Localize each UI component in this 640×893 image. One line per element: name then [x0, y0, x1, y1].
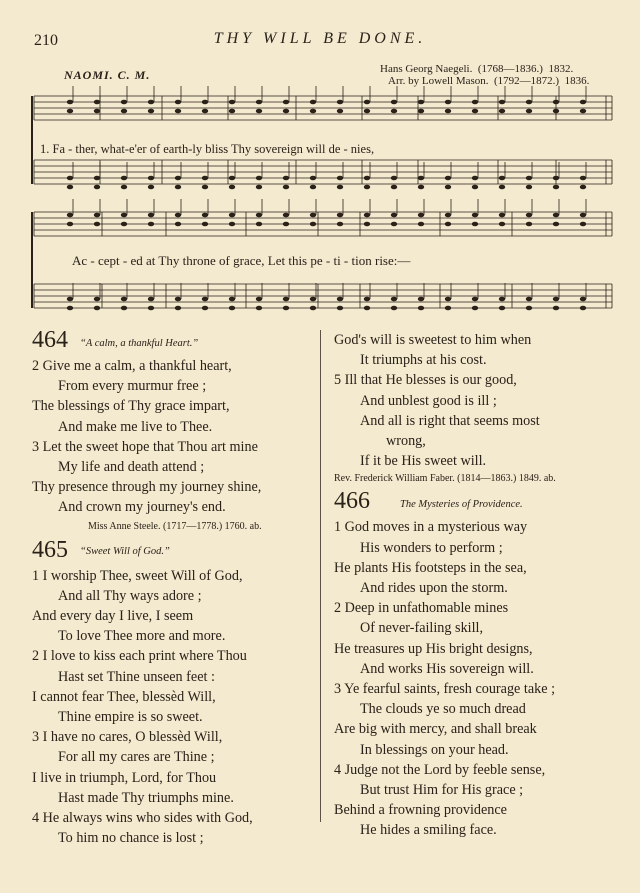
- hymn-464-verses: [32, 356, 320, 518]
- note-head: [202, 306, 208, 311]
- note-head: [94, 176, 100, 181]
- verse-line: From every murmur free ;: [58, 378, 207, 395]
- note-head: [553, 306, 559, 311]
- note-head: [202, 109, 208, 114]
- note-head: [283, 185, 289, 190]
- note-head: [391, 213, 397, 218]
- note-head: [310, 306, 316, 311]
- note-head: [283, 109, 289, 114]
- verse-line: 2 I love to kiss each print where Thou: [32, 648, 247, 665]
- note-head: [364, 213, 370, 218]
- note-head: [445, 100, 451, 105]
- verse-line: Of never-failing skill,: [360, 620, 484, 637]
- note-head: [472, 306, 478, 311]
- note-head: [472, 100, 478, 105]
- note-head: [94, 185, 100, 190]
- note-head: [148, 306, 154, 311]
- note-head: [175, 109, 181, 114]
- note-head: [580, 306, 586, 311]
- note-head: [472, 109, 478, 114]
- note-head: [553, 213, 559, 218]
- verse-line: Thy presence through my journey shine,: [32, 479, 262, 496]
- note-head: [337, 222, 343, 227]
- note-head: [310, 100, 316, 105]
- note-head: [283, 213, 289, 218]
- hymn-title: “A calm, a thankful Heart.”: [80, 338, 199, 349]
- verse-line: 4 He always wins who sides with God,: [32, 810, 253, 827]
- note-head: [472, 213, 478, 218]
- note-head: [364, 185, 370, 190]
- note-head: [337, 297, 343, 302]
- note-head: [121, 109, 127, 114]
- note-head: [526, 297, 532, 302]
- right-column: [334, 330, 624, 841]
- verse-line: And all Thy ways adore ;: [58, 587, 202, 604]
- note-head: [229, 185, 235, 190]
- note-head: [418, 213, 424, 218]
- verse-line: I live in triumph, Lord, for Thou: [32, 769, 217, 786]
- hymn-465-header: [32, 536, 320, 566]
- note-head: [391, 222, 397, 227]
- note-head: [553, 222, 559, 227]
- note-head: [256, 222, 262, 227]
- note-head: [283, 176, 289, 181]
- note-head: [256, 109, 262, 114]
- note-head: [472, 176, 478, 181]
- composer-name: Hans Georg Naegeli.: [380, 63, 473, 75]
- note-head: [121, 176, 127, 181]
- note-head: [526, 213, 532, 218]
- note-head: [283, 297, 289, 302]
- note-head: [256, 213, 262, 218]
- note-head: [175, 213, 181, 218]
- note-head: [526, 109, 532, 114]
- note-head: [418, 306, 424, 311]
- note-head: [472, 222, 478, 227]
- note-head: [472, 185, 478, 190]
- note-head: [499, 100, 505, 105]
- note-head: [553, 297, 559, 302]
- note-head: [580, 185, 586, 190]
- page-number: 210: [34, 32, 58, 49]
- note-head: [553, 185, 559, 190]
- verse-line: He hides a smiling face.: [360, 822, 497, 839]
- note-head: [148, 176, 154, 181]
- note-head: [283, 100, 289, 105]
- column-divider: [320, 330, 321, 822]
- note-head: [445, 306, 451, 311]
- verse-line: Hast made Thy triumphs mine.: [58, 789, 234, 806]
- verse-line: wrong,: [386, 433, 426, 450]
- note-head: [148, 213, 154, 218]
- note-head: [364, 100, 370, 105]
- note-head: [445, 176, 451, 181]
- verse-line: The blessings of Thy grace impart,: [32, 398, 230, 415]
- verse-line: My life and death attend ;: [58, 459, 205, 476]
- note-head: [445, 297, 451, 302]
- note-head: [229, 213, 235, 218]
- note-head: [418, 222, 424, 227]
- note-head: [175, 297, 181, 302]
- note-head: [94, 213, 100, 218]
- hymn-title: “Sweet Will of God.”: [80, 545, 170, 557]
- note-head: [580, 297, 586, 302]
- verse-line: And make me live to Thee.: [58, 418, 213, 435]
- verse-line: 2 Give me a calm, a thankful heart,: [32, 358, 232, 374]
- note-head: [256, 176, 262, 181]
- tune-name: NAOMI. C. M.: [64, 68, 151, 82]
- hymn-466-header: [334, 488, 624, 517]
- verse-line: And works His sovereign will.: [360, 660, 534, 677]
- note-head: [391, 109, 397, 114]
- note-head: [202, 100, 208, 105]
- verse-line: To love Thee more and more.: [58, 628, 226, 645]
- note-head: [526, 222, 532, 227]
- note-head: [148, 109, 154, 114]
- note-head: [418, 185, 424, 190]
- verse-line: And every day I live, I seem: [32, 608, 194, 625]
- note-head: [310, 185, 316, 190]
- note-head: [499, 185, 505, 190]
- note-head: [121, 306, 127, 311]
- note-head: [256, 297, 262, 302]
- note-head: [580, 213, 586, 218]
- verse-line: Behind a frowning providence: [334, 802, 507, 819]
- note-head: [499, 213, 505, 218]
- note-head: [229, 306, 235, 311]
- composer-dates: (1768—1836.): [477, 63, 543, 75]
- note-head: [499, 222, 505, 227]
- note-head: [364, 176, 370, 181]
- note-head: [283, 222, 289, 227]
- verse-line: And rides upon the storm.: [360, 580, 508, 597]
- note-head: [445, 109, 451, 114]
- note-head: [175, 222, 181, 227]
- note-head: [445, 222, 451, 227]
- note-head: [67, 109, 73, 114]
- note-head: [391, 306, 397, 311]
- note-head: [580, 109, 586, 114]
- note-head: [526, 176, 532, 181]
- note-head: [553, 176, 559, 181]
- note-head: [310, 213, 316, 218]
- note-head: [67, 185, 73, 190]
- note-head: [202, 185, 208, 190]
- note-head: [310, 176, 316, 181]
- note-head: [148, 297, 154, 302]
- note-head: [499, 176, 505, 181]
- hymn-title: The Mysteries of Providence.: [400, 499, 523, 511]
- hymn-466-verses: [334, 517, 624, 840]
- note-head: [391, 176, 397, 181]
- note-head: [310, 297, 316, 302]
- note-head: [337, 176, 343, 181]
- verse-line: In blessings on your head.: [360, 741, 509, 758]
- verse-line: And crown my journey's end.: [58, 499, 226, 516]
- note-head: [580, 100, 586, 105]
- hymn-465-verses: [32, 566, 320, 849]
- verse-line: And unblest good is ill ;: [360, 392, 497, 409]
- verse-line: Hast set Thine unseen feet :: [58, 668, 215, 685]
- verse-line: 3 Let the sweet hope that Thou art mine: [32, 438, 258, 455]
- note-head: [67, 297, 73, 302]
- note-head: [94, 100, 100, 105]
- note-head: [94, 222, 100, 227]
- note-head: [526, 185, 532, 190]
- note-head: [553, 109, 559, 114]
- note-head: [337, 185, 343, 190]
- note-head: [283, 306, 289, 311]
- verse-line: 3 I have no cares, O blessèd Will,: [32, 729, 223, 746]
- hymn-number: 465: [32, 536, 68, 563]
- note-head: [418, 100, 424, 105]
- note-head: [499, 306, 505, 311]
- note-head: [499, 109, 505, 114]
- note-head: [148, 100, 154, 105]
- hymn-number: 466: [334, 488, 370, 515]
- note-head: [229, 222, 235, 227]
- note-head: [391, 297, 397, 302]
- note-head: [337, 109, 343, 114]
- note-head: [580, 222, 586, 227]
- note-head: [364, 306, 370, 311]
- note-head: [202, 213, 208, 218]
- note-head: [229, 176, 235, 181]
- verse-line: It triumphs at his cost.: [360, 352, 487, 369]
- hymn-465-author: Rev. Frederick William Faber. (1814—1863.) 1849. ab.: [334, 473, 556, 485]
- note-head: [67, 176, 73, 181]
- note-head: [337, 213, 343, 218]
- note-head: [472, 297, 478, 302]
- note-head: [364, 297, 370, 302]
- hymn-464-author: Miss Anne Steele. (1717—1778.) 1760. ab.: [88, 520, 262, 532]
- note-head: [175, 185, 181, 190]
- note-head: [391, 185, 397, 190]
- note-head: [418, 109, 424, 114]
- note-head: [256, 306, 262, 311]
- verse-line: If it be His sweet will.: [360, 453, 487, 470]
- running-head: THY WILL BE DONE.: [213, 30, 427, 47]
- note-head: [202, 297, 208, 302]
- arranger-year: 1836.: [564, 75, 590, 87]
- note-head: [445, 185, 451, 190]
- note-head: [121, 222, 127, 227]
- verse-line: But trust Him for His grace ;: [360, 782, 524, 799]
- verse-line: And all is right that seems most: [360, 412, 540, 429]
- note-head: [121, 100, 127, 105]
- note-head: [310, 109, 316, 114]
- verse-line: I cannot fear Thee, blessèd Will,: [32, 688, 216, 705]
- note-head: [175, 100, 181, 105]
- note-head: [364, 109, 370, 114]
- left-column: [32, 327, 320, 848]
- verse-line: 3 Ye fearful saints, fresh courage take ;: [334, 681, 556, 698]
- lyric-underlay-line-1: 1. Fa - ther, what-e'er of earth-ly bliss Thy sovereign will de - nies,: [40, 142, 375, 156]
- note-head: [94, 306, 100, 311]
- note-head: [418, 297, 424, 302]
- note-head: [121, 185, 127, 190]
- note-head: [580, 176, 586, 181]
- verse-line: 5 Ill that He blesses is our good,: [334, 372, 517, 389]
- note-head: [67, 100, 73, 105]
- note-head: [94, 297, 100, 302]
- hymn-465-continued: [334, 330, 624, 471]
- arranger-name: Arr. by Lowell Mason.: [388, 75, 489, 87]
- verse-line: Thine empire is so sweet.: [58, 709, 203, 726]
- verse-line: To him no chance is lost ;: [58, 830, 204, 847]
- note-head: [175, 176, 181, 181]
- verse-line: His wonders to perform ;: [360, 539, 503, 556]
- note-head: [445, 213, 451, 218]
- note-head: [553, 100, 559, 105]
- verse-line: God's will is sweetest to him when: [334, 332, 532, 348]
- note-head: [67, 222, 73, 227]
- note-head: [256, 185, 262, 190]
- note-head: [202, 222, 208, 227]
- music-score: [0, 0, 640, 330]
- note-head: [229, 100, 235, 105]
- note-head: [364, 222, 370, 227]
- verse-line: Are big with mercy, and shall break: [334, 721, 537, 738]
- note-head: [94, 109, 100, 114]
- verse-line: He plants His footsteps in the sea,: [334, 559, 527, 576]
- note-head: [148, 222, 154, 227]
- lyric-underlay-line-2: Ac - cept - ed at Thy throne of grace, Let this pe - ti - tion rise:—: [72, 253, 411, 268]
- note-head: [526, 100, 532, 105]
- verse-line: 2 Deep in unfathomable mines: [334, 600, 509, 617]
- note-head: [202, 176, 208, 181]
- arranger-dates: (1792—1872.): [494, 75, 560, 87]
- note-head: [121, 297, 127, 302]
- note-head: [337, 100, 343, 105]
- note-head: [148, 185, 154, 190]
- note-head: [499, 297, 505, 302]
- note-head: [175, 306, 181, 311]
- note-head: [229, 109, 235, 114]
- note-head: [526, 306, 532, 311]
- hymn-464-header: [32, 327, 320, 356]
- note-head: [418, 176, 424, 181]
- note-head: [67, 306, 73, 311]
- verse-line: The clouds ye so much dread: [360, 701, 526, 718]
- note-head: [337, 306, 343, 311]
- composer-year: 1832.: [548, 63, 574, 75]
- verse-line: 4 Judge not the Lord by feeble sense,: [334, 761, 546, 778]
- verse-line: 1 I worship Thee, sweet Will of God,: [32, 567, 243, 584]
- note-head: [391, 100, 397, 105]
- verse-line: 1 God moves in a mysterious way: [334, 519, 528, 536]
- note-head: [229, 297, 235, 302]
- note-head: [256, 100, 262, 105]
- hymn-number: 464: [32, 327, 68, 353]
- verse-line: He treasures up His bright designs,: [334, 640, 533, 657]
- note-head: [67, 213, 73, 218]
- note-head: [121, 213, 127, 218]
- note-head: [310, 222, 316, 227]
- verse-line: For all my cares are Thine ;: [58, 749, 215, 766]
